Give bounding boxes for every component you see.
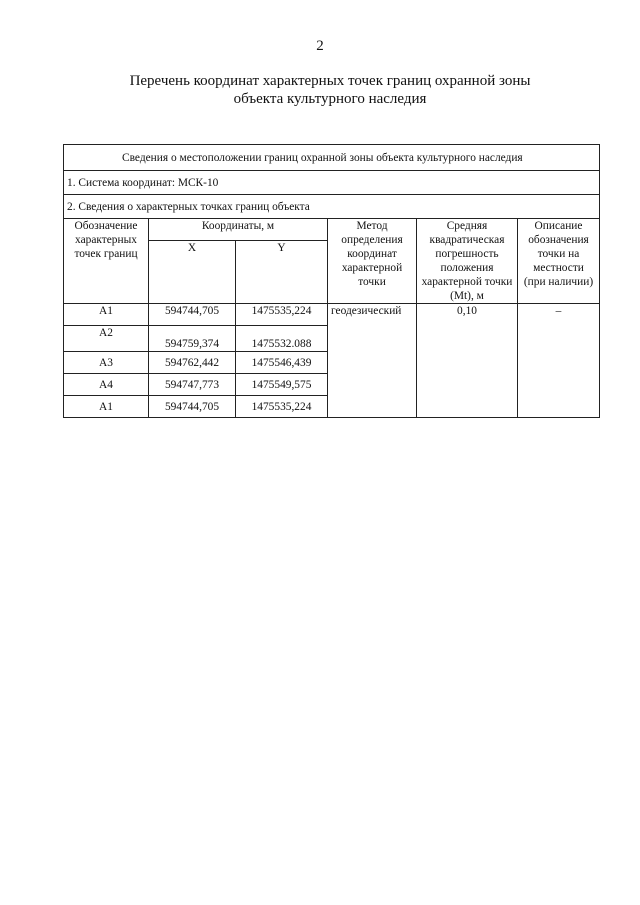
header-accuracy: Средняя квадратическая погрешность положения характерной точки (Mt), м	[417, 219, 518, 304]
accuracy-cell: 0,10	[417, 304, 518, 418]
point-cell: А4	[64, 374, 149, 396]
coordinates-table	[63, 144, 600, 418]
y-cell: 1475532.088	[236, 326, 328, 352]
x-cell: 594759,374	[149, 326, 236, 352]
point-cell: А3	[64, 352, 149, 374]
header-coordinates: Координаты, м	[149, 219, 328, 241]
y-cell: 1475535,224	[236, 304, 328, 326]
coord-system-line: 1. Система координат: МСК-10	[64, 171, 600, 195]
x-cell: 594747,773	[149, 374, 236, 396]
y-cell: 1475535,224	[236, 396, 328, 418]
point-cell: А2	[64, 326, 149, 352]
method-cell: геодезический	[328, 304, 417, 418]
description-cell: –	[518, 304, 600, 418]
header-description: Описание обозначения точки на местности (при наличии)	[518, 219, 600, 304]
point-cell: А1	[64, 304, 149, 326]
point-cell: А1	[64, 396, 149, 418]
title-line-2: объекта культурного наследия	[233, 91, 427, 107]
x-cell: 594744,705	[149, 396, 236, 418]
header-x: X	[149, 240, 236, 303]
x-cell: 594744,705	[149, 304, 236, 326]
points-section-line: 2. Сведения о характерных точках границ объекта	[64, 195, 600, 219]
page-number: 2	[316, 38, 324, 54]
header-method: Метод определения координат характерной точки	[328, 219, 417, 304]
y-cell: 1475546,439	[236, 352, 328, 374]
header-designation: Обозначение характерных точек границ	[64, 219, 149, 304]
y-cell: 1475549,575	[236, 374, 328, 396]
table-caption: Сведения о местоположении границ охранной зоны объекта культурного наследия	[64, 145, 600, 171]
table-row	[64, 304, 600, 326]
header-y: Y	[236, 240, 328, 303]
x-cell: 594762,442	[149, 352, 236, 374]
title-line-1: Перечень координат характерных точек границ охранной зоны	[129, 73, 531, 89]
document-title	[60, 72, 600, 108]
